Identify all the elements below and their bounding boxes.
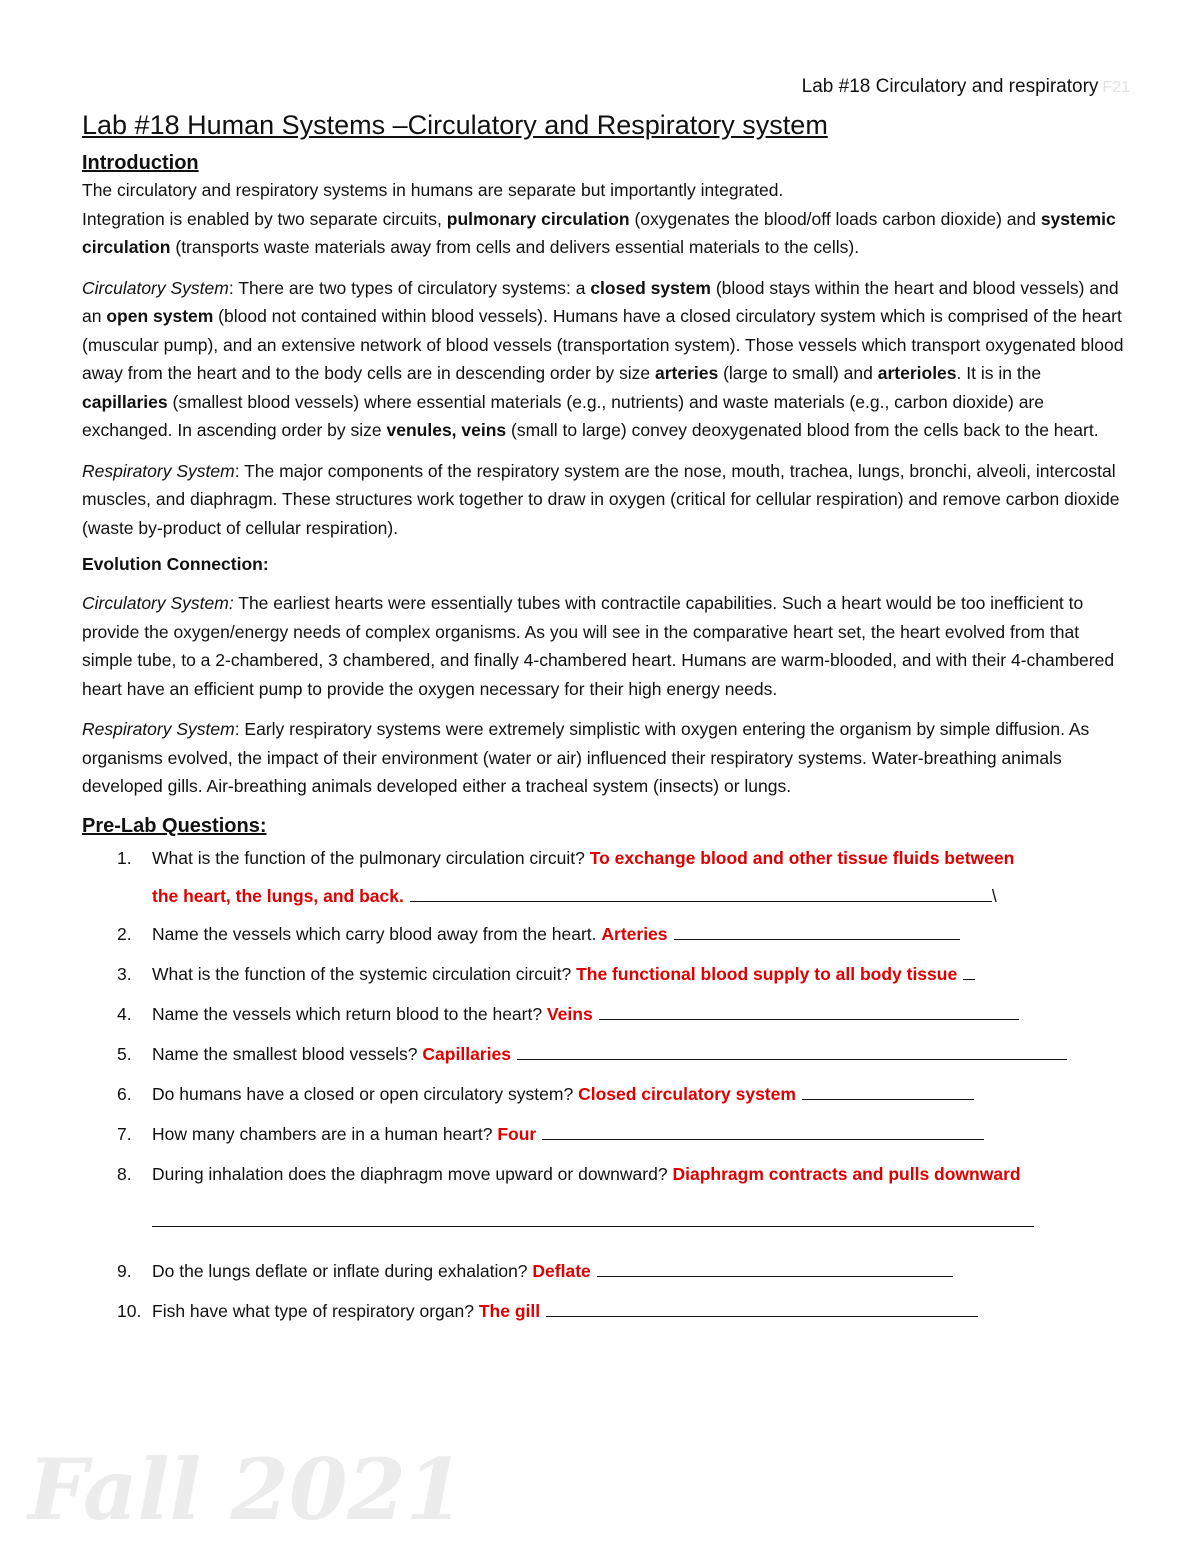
circulatory-label: Circulatory System [82, 277, 229, 298]
running-header [802, 76, 1130, 98]
question-number: 4. [117, 1003, 132, 1024]
evolution-respiratory-text: : Early respiratory systems were extremely simplistic with oxygen entering the organism by simple diffusion. As organisms evolved, the impact of their environment (water or air) influenced their respiratory systems. Water-breathing animals developed gills. Air-breathing animals developed either a tracheal system (insects) or lungs. [82, 719, 1090, 796]
answer-text: Capillaries [422, 1043, 511, 1064]
question-item [82, 1291, 1127, 1331]
question-text: Name the smallest blood vessels? [152, 1043, 418, 1064]
circulatory-paragraph [82, 274, 1127, 445]
question-number: 7. [117, 1123, 132, 1144]
evolution-circulatory-text: The earliest hearts were essentially tubes with contractile capabilities. Such a heart would be too inefficient to provide the oxygen/energy needs of complex organisms. As you will see in the comparative heart set, the heart evolved from that simple tube, to a 2-chambered, 3 chambered, and finally 4-chambered heart. Humans are warm-blooded, and with their 4-chambered heart have an efficient pump to provide the oxygen necessary for their high energy needs. [82, 593, 1115, 699]
term-capillaries: capillaries [82, 391, 168, 412]
document-body [82, 108, 1127, 1331]
question-item [82, 1034, 1127, 1074]
question-number: 2. [117, 923, 132, 944]
answer-text: Closed circulatory system [578, 1083, 796, 1104]
intro-text: (oxygenates the blood/off loads carbon dioxide) and [629, 208, 1041, 229]
circulatory-text: (small to large) convey deoxygenated blood from the cells back to the heart. [506, 420, 1099, 440]
evolution-respiratory-label: Respiratory System [82, 719, 235, 739]
running-suffix: F21 [1102, 79, 1130, 96]
intro-term-systemic: systemic circulation [82, 208, 1116, 257]
answer-text: Diaphragm contracts and pulls downward [672, 1163, 1021, 1184]
evolution-respiratory-paragraph [82, 715, 1127, 801]
question-number: 10. [117, 1300, 142, 1321]
intro-text: (transports waste materials away from cells and delivers essential materials to the cells). [170, 237, 860, 257]
circulatory-text: (blood not contained within blood vessels). Humans have a closed circulatory system which is comprised of the heart (muscular pump), and an extensive network of blood vessels (transportation system). Those vessels which transport oxygenated blood away from the heart and to the body cells are in descending order by size [82, 306, 1124, 383]
question-number: 9. [117, 1260, 132, 1281]
evolution-heading: Evolution Connection: [82, 554, 269, 574]
evolution-circulatory-label: Circulatory System: [82, 593, 234, 613]
term-open-system: open system [106, 306, 214, 326]
answer-blank-line [410, 883, 992, 902]
question-text: Fish have what type of respiratory organ? [152, 1300, 474, 1321]
circulatory-text: (large to small) and [718, 363, 878, 383]
respiratory-text: : The major components of the respiratory system are the nose, mouth, trachea, lungs, bronchi, alveoli, intercostal muscles, and diaphragm. These structures work together to draw in oxygen (critical for cellular respiration) and remove carbon dioxide (waste by-product of cellular respiration). [82, 460, 1120, 538]
answer-blank-line [152, 1208, 1034, 1227]
answer-blank-line [517, 1041, 1067, 1060]
question-text: How many chambers are in a human heart? [152, 1123, 493, 1144]
question-item [82, 839, 1127, 915]
question-text: Name the vessels which carry blood away from the heart. [152, 923, 597, 944]
answer-blank-line [542, 1121, 984, 1140]
term-closed-system: closed system [590, 277, 711, 298]
question-item [82, 1074, 1127, 1114]
question-text: Do humans have a closed or open circulatory system? [152, 1083, 574, 1104]
answer-text: The gill [478, 1300, 541, 1321]
question-number: 1. [117, 847, 132, 868]
answer-text: the heart, the lungs, and back. [152, 885, 404, 906]
question-item [82, 1114, 1127, 1154]
respiratory-label: Respiratory System [82, 460, 235, 481]
term-arterioles: arterioles [877, 363, 957, 383]
answer-text: The functional blood supply to all body tissue [576, 963, 958, 984]
question-item [82, 1154, 1127, 1241]
answer-blank-line [546, 1298, 978, 1317]
circulatory-text: (blood stays within the heart and blood vessels) and an [82, 277, 1119, 326]
question-item [82, 954, 1127, 994]
evolution-circulatory-paragraph [82, 589, 1127, 703]
question-text: What is the function of the pulmonary circulation circuit? [152, 847, 585, 868]
answer-text: Veins [546, 1003, 593, 1024]
answer-text: Four [497, 1123, 537, 1144]
circulatory-text: : There are two types of circulatory systems: a [228, 277, 591, 298]
intro-line1: The circulatory and respiratory systems in humans are separate but importantly integrated. [82, 180, 784, 200]
answer-blank-line [597, 1258, 953, 1277]
answer-text: Arteries [601, 923, 668, 944]
prelab-heading: Pre-Lab Questions: [82, 814, 267, 837]
introduction-heading: Introduction [82, 152, 199, 174]
question-item [82, 915, 1127, 954]
answer-text: To exchange blood and other tissue fluids between [589, 847, 1015, 868]
question-item [82, 994, 1127, 1034]
question-number: 3. [117, 963, 132, 984]
answer-blank-line [674, 921, 960, 940]
answer-text: Deflate [532, 1260, 591, 1281]
circulatory-text: (smallest blood vessels) where essential materials (e.g., nutrients) and waste materials (e.g., carbon dioxide) are exchanged. In ascending order by size [82, 391, 1044, 440]
term-venules-veins: venules, veins [386, 420, 507, 440]
prelab-question-list [82, 839, 1127, 1331]
introduction-paragraph [82, 176, 1127, 262]
answer-blank-line [802, 1081, 974, 1100]
intro-text: Integration is enabled by two separate circuits, [82, 208, 447, 229]
running-title: Lab #18 Circulatory and respiratory [801, 76, 1099, 97]
question-item [82, 1251, 1127, 1291]
term-arteries: arteries [654, 363, 719, 383]
question-text: Do the lungs deflate or inflate during exhalation? [152, 1260, 528, 1281]
question-text: Name the vessels which return blood to the heart? [152, 1003, 543, 1024]
circulatory-text: . It is in the [956, 363, 1042, 383]
question-text: During inhalation does the diaphragm move upward or downward? [152, 1163, 668, 1184]
question-text: What is the function of the systemic circulation circuit? [152, 963, 572, 984]
question-number: 5. [117, 1043, 132, 1064]
question-number: 6. [117, 1083, 132, 1104]
intro-term-pulmonary: pulmonary circulation [446, 208, 630, 229]
watermark-text: Fall 2021 [28, 1440, 465, 1539]
stray-mark: \ [991, 885, 997, 906]
answer-blank-line [599, 1001, 1019, 1020]
question-number: 8. [117, 1163, 132, 1184]
answer-blank-line [963, 961, 975, 980]
page-title: Lab #18 Human Systems –Circulatory and Respiratory system [82, 110, 828, 140]
respiratory-paragraph [82, 457, 1127, 543]
